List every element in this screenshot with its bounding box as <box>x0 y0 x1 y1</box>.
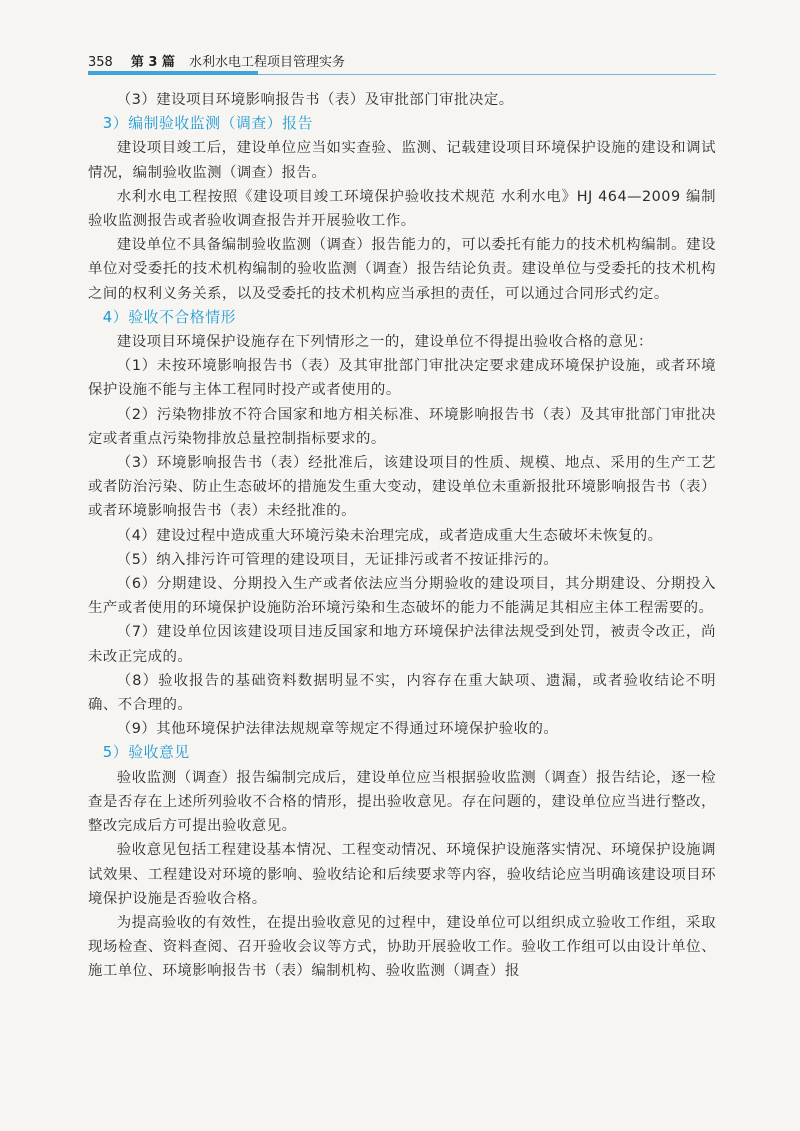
section-heading: 5）验收意见 <box>102 744 190 762</box>
body-paragraph: 建设单位不具备编制验收监测（调查）报告能力的，可以委托有能力的技术机构编制。建设单位对受委托的技术机构编制的验收监测（调查）报告结论负责。建设单位与受委托的技术机构之间的权利义务关系，以及受委托的技术机构应当承担的责任，可以通过合同形式约定。 <box>88 237 716 302</box>
list-item: （3）建设项目环境影响报告书（表）及审批部门审批决定。 <box>116 92 514 108</box>
list-item: （2）污染物排放不符合国家和地方相关标准、环境影响报告书（表）及其审批部门审批决定或者重点污染物排放总量控制指标要求的。 <box>88 406 716 447</box>
part-label: 第 3 篇 <box>130 55 175 70</box>
list-item: （1）未按环境影响报告书（表）及其审批部门审批决定要求建成环境保护设施，或者环境保护设施不能与主体工程同时投产或者使用的。 <box>88 358 716 399</box>
section-heading: 3）编制验收监测（调查）报告 <box>102 115 313 133</box>
body-paragraph: 为提高验收的有效性，在提出验收意见的过程中，建设单位可以组织成立验收工作组，采取现场检查、资料查阅、召开验收会议等方式，协助开展验收工作。验收工作组可以由设计单位、施工单位、环境影响报告书（表）编制机构、验收监测（调查）报 <box>88 914 716 980</box>
header-text <box>88 54 345 72</box>
section-heading: 4）验收不合格情形 <box>102 308 236 326</box>
body-paragraph: 验收意见包括工程建设基本情况、工程变动情况、环境保护设施落实情况、环境保护设施调试效果、工程建设对环境的影响、验收结论和后续要求等内容，验收结论应当明确该建设项目环境保护设施是否验收合格。 <box>88 842 716 907</box>
list-item: （4）建设过程中造成重大环境污染未治理完成，或者造成重大生态破坏未恢复的。 <box>116 527 663 544</box>
list-item: （6）分期建设、分期投入生产或者依法应当分期验收的建设项目，其分期建设、分期投入生产或者使用的环境保护设施防治环境污染和生态破坏的能力不能满足其相应主体工程需要的。 <box>88 576 716 617</box>
list-item: （5）纳入排污许可管理的建设项目，无证排污或者不按证排污的。 <box>116 551 559 568</box>
page-body <box>88 88 716 984</box>
body-paragraph: 建设项目环境保护设施存在下列情形之一的，建设单位不得提出验收合格的意见： <box>116 334 653 351</box>
book-title: 水利水电工程项目管理实务 <box>188 55 345 70</box>
body-paragraph: 验收监测（调查）报告编制完成后，建设单位应当根据验收监测（调查）报告结论，逐一检查是否存在上述所列验收不合格的情形，提出验收意见。存在问题的，建设单位应当进行整改，整改完成后方可提出验收意见。 <box>88 769 716 835</box>
list-item: （8）验收报告的基础资料数据明显不实，内容存在重大缺项、遗漏，或者验收结论不明确、不合理的。 <box>88 672 716 714</box>
list-item: （3）环境影响报告书（表）经批准后，该建设项目的性质、规模、地点、采用的生产工艺或者防治污染、防止生态破坏的措施发生重大变动，建设单位未重新报批环境影响报告书（表）或者环境影响报告书（表）未经批准的。 <box>88 455 716 520</box>
list-item: （9）其他环境保护法律法规规章等规定不得通过环境保护验收的。 <box>116 721 559 738</box>
header-accent-bar <box>88 71 258 75</box>
list-item: （7）建设单位因该建设项目违反国家和地方环境保护法律法规受到处罚，被责令改正，尚未改正完成的。 <box>88 624 716 665</box>
running-header <box>88 44 716 76</box>
page-number: 358 <box>88 55 113 70</box>
body-paragraph: 水利水电工程按照《建设项目竣工环境保护验收技术规范 水利水电》HJ 464—2009 编制验收监测报告或者验收调查报告并开展验收工作。 <box>88 188 716 230</box>
body-paragraph: 建设项目竣工后，建设单位应当如实查验、监测、记载建设项目环境保护设施的建设和调试情况，编制验收监测（调查）报告。 <box>88 140 716 181</box>
